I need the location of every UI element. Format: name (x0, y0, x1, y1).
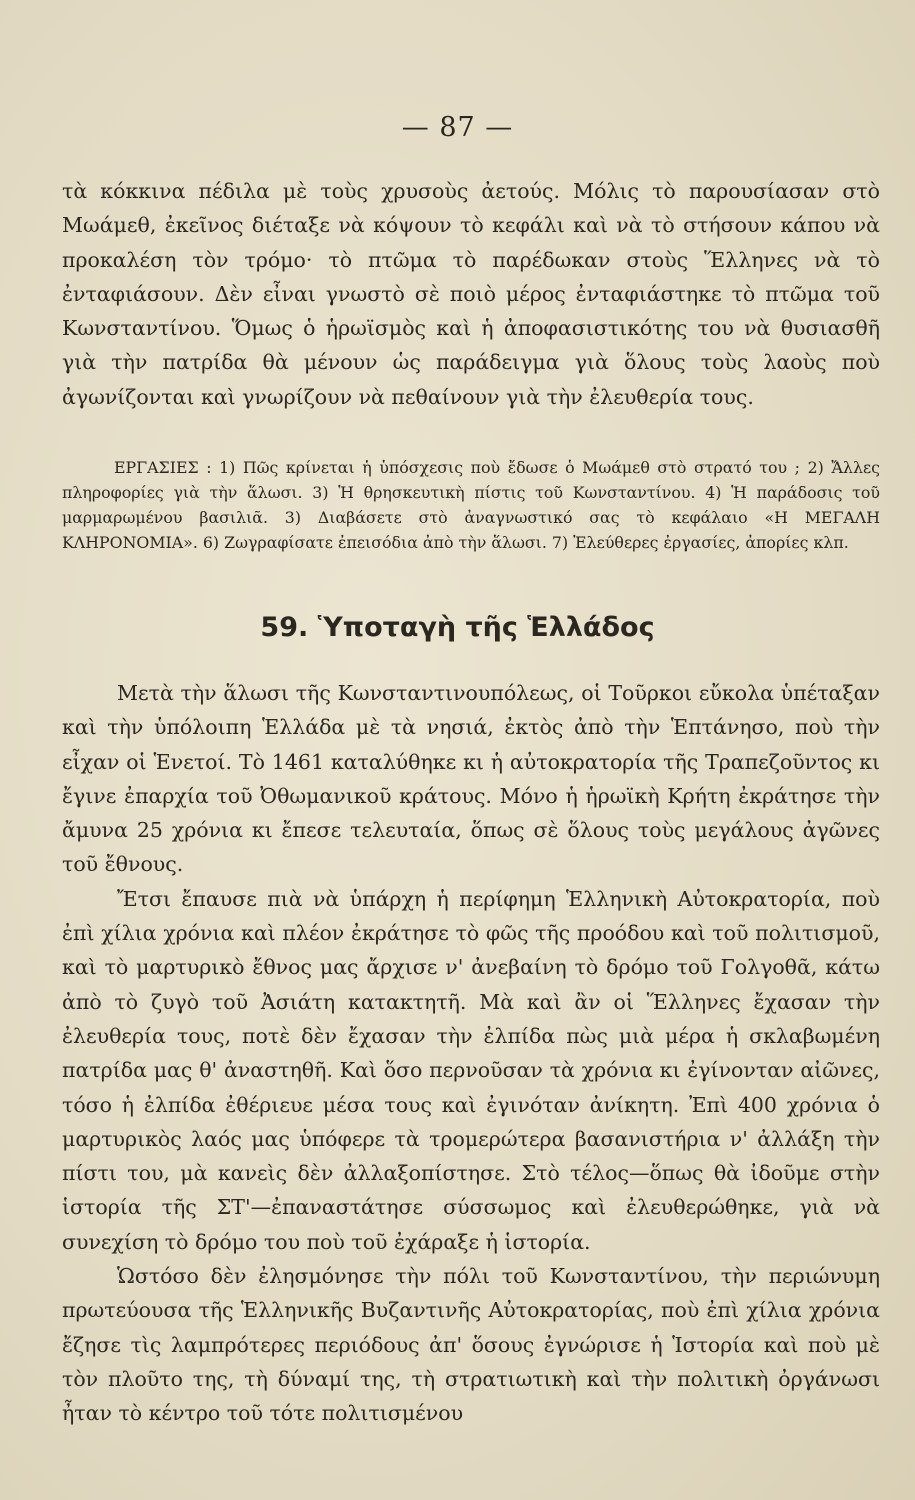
page-number: — 87 — (401, 112, 514, 143)
intro-paragraph-block (62, 174, 880, 414)
intro-paragraph: τὰ κόκκινα πέδιλα μὲ τοὺς χρυσοὺς ἀετούς. Μόλις τὸ παρουσίασαν στὸ Μωάμεθ, ἐκεῖνος διέταξε νὰ κόψουν τὸ κεφάλι καὶ νὰ τὸ στήσουν κάπου νὰ προκαλέση τὸν τρόμο· τὸ πτῶμα τὸ παρέδωκαν στοὺς Ἕλληνες νὰ τὸ ἐνταφιάσουν. Δὲν εἶναι γνωστὸ σὲ ποιὸ μέρος ἐνταφιάστηκε τὸ πτῶμα τοῦ Κωνσταντίνου. Ὅμως ὁ ἡρωϊσμὸς καὶ ἡ ἀποφασιστικότης του νὰ θυσιασθῆ γιὰ τὴν πατρίδα θὰ μένουν ὡς παράδειγμα γιὰ ὅλους τοὺς λαοὺς ποὺ ἀγωνίζονται καὶ γνωρίζουν νὰ πεθαίνουν γιὰ τὴν ἐλευθερία τους. (62, 179, 880, 409)
body-paragraph: Μετὰ τὴν ἅλωσι τῆς Κωνσταντινουπόλεως, οἱ Τοῦρκοι εὔκολα ὑπέταξαν καὶ τὴν ὑπόλοιπη Ἑλλάδα μὲ τὰ νησιά, ἐκτὸς ἀπὸ τὴν Ἑπτάνησο, ποὺ τὴν εἶχαν οἱ Ἑνετοί. Τὸ 1461 καταλύθηκε κι ἡ αὐτοκρατορία τῆς Τραπεζοῦντος κι ἔγινε ἐπαρχία τοῦ Ὀθωμανικοῦ κράτους. Μόνο ἡ ἡρωϊκὴ Κρήτη ἐκράτησε τὴν ἄμυνα 25 χρόνια κι ἔπεσε τελευταία, ὅπως σὲ ὅλους τοὺς μεγάλους ἀγῶνες τοῦ ἔθνους. (62, 681, 880, 877)
exercises-block (62, 455, 880, 555)
exercises-text: ΕΡΓΑΣΙΕΣ : 1) Πῶς κρίνεται ἡ ὑπόσχεσις ποὺ ἔδωσε ὁ Μωάμεθ στὸ στρατό του ; 2) Ἄλλες πληροφορίες γιὰ τὴν ἅλωσι. 3) Ἡ θρησκευτικὴ πίστις τοῦ Κωνσταντίνου. 4) Ἡ παράδοσις τοῦ μαρμαρωμένου βασιλιᾶ. 3) Διαβάσετε στὸ ἀναγνωστικό σας τὸ κεφάλαιο «Η ΜΕΓΑΛΗ ΚΛΗΡΟΝΟΜΙΑ». 6) Ζωγραφίσατε ἐπεισόδια ἀπὸ τὴν ἅλωσι. 7) Ἐλεύθερες ἐργασίες, ἀπορίες κλπ. (62, 458, 880, 552)
section-heading: 59. Ὑποταγὴ τῆς Ἑλλάδος (260, 612, 655, 643)
body-paragraph: Ὡστόσο δὲν ἐλησμόνησε τὴν πόλι τοῦ Κωνσταντίνου, τὴν περιώνυμη πρωτεύουσα τῆς Ἑλληνικῆς Βυζαντινῆς Αὐτοκρατορίας, ποὺ ἐπὶ χίλια χρόνια ἔζησε τὶς λαμπρότερες περιόδους ἀπ' ὅσους ἐγνώρισε ἡ Ἱστορία καὶ ποὺ μὲ τὸν πλοῦτο της, τὴ δύναμί της, τὴ στρατιωτικὴ καὶ τὴν πολιτικὴ ὀργάνωσι ἦταν τὸ κέντρο τοῦ τότε πολιτισμένου (62, 1264, 880, 1426)
section-body (62, 676, 880, 1431)
body-paragraph: Ἔτσι ἔπαυσε πιὰ νὰ ὑπάρχη ἡ περίφημη Ἑλληνικὴ Αὐτοκρατορία, ποὺ ἐπὶ χίλια χρόνια καὶ πλέον ἐκράτησε τὸ φῶς τῆς προόδου καὶ τοῦ πολιτισμοῦ, καὶ τὸ μαρτυρικὸ ἔθνος μας ἄρχισε ν' ἀνεβαίνη τὸ δρόμο τοῦ Γολγοθᾶ, κάτω ἀπὸ τὸ ζυγὸ τοῦ Ἀσιάτη κατακτητῆ. Μὰ καὶ ἂν οἱ Ἕλληνες ἔχασαν τὴν ἐλευθερία τους, ποτὲ δὲν ἔχασαν τὴν ἐλπίδα πὼς μιὰ μέρα ἡ σκλαβωμένη πατρίδα μας θ' ἀναστηθῆ. Καὶ ὅσο περνοῦσαν τὰ χρόνια κι ἐγίνονταν αἰῶνες, τόσο ἡ ἐλπίδα ἐθέριευε μέσα τους καὶ ἐγινόταν ἀνίκητη. Ἐπὶ 400 χρόνια ὁ μαρτυρικὸς λαός μας ὑπόφερε τὰ τρομερώτερα βασανιστήρια ν' ἀλλάξη τὴν πίστι του, μὰ κανεὶς δὲν ἀλλαξοπίστησε. Στὸ τέλος—ὅπως θὰ ἰδοῦμε στὴν ἱστορία τῆς ΣΤ'—ἐπαναστάτησε σύσσωμος καὶ ἐλευθερώθηκε, γιὰ νὰ συνεχίση τὸ δρόμο του ποὺ τοῦ ἐχάραξε ἡ ἱστορία. (62, 886, 880, 1254)
